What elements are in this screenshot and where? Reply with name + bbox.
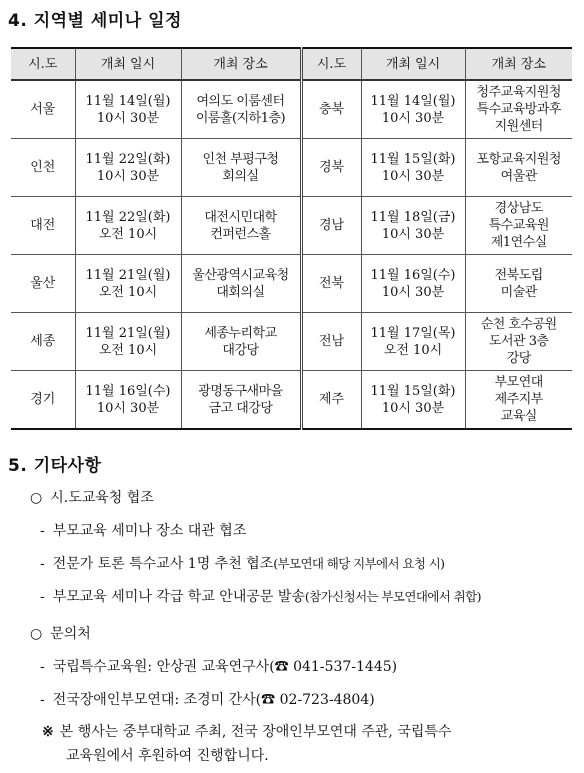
section-4-title: 4. 지역별 세미나 일정 [8, 11, 182, 31]
date-cell: 11월 15일(화) 10시 30분 [361, 139, 465, 197]
place-cell: 대전시민대학 컨퍼런스홀 [181, 197, 301, 255]
header-date-right: 개최 일시 [361, 48, 465, 80]
cooperation-item [30, 487, 154, 507]
region-cell: 서울 [11, 80, 75, 139]
date-cell: 11월 14일(월) 10시 30분 [75, 80, 181, 139]
list-item-note: (부모연대 해당 지부에서 요청 시) [273, 556, 445, 571]
place-cell: 경상남도 특수교육원 제1연수실 [465, 197, 572, 255]
section-5-title: 5. 기타사항 [8, 456, 102, 476]
list-item-text: 부모교육 세미나 각급 학교 안내공문 발송 [52, 589, 305, 605]
date-cell: 11월 21일(월) 오전 10시 [75, 255, 181, 313]
table-row [11, 139, 572, 197]
place-cell: 여의도 이룸센터 이룸홀(지하1층) [181, 80, 301, 139]
table-row [11, 80, 572, 139]
place-cell: 인천 부평구청 회의실 [181, 139, 301, 197]
table-row [11, 371, 572, 430]
region-cell: 경북 [301, 139, 361, 197]
dash-bullet-icon: - [40, 589, 45, 605]
list-item [40, 586, 481, 606]
place-cell: 순천 호수공원 도서관 3층 강당 [465, 313, 572, 371]
dash-bullet-icon: - [40, 659, 45, 675]
contact-text: 국립특수교육원: 안상권 교육연구사(☎ 041-537-1445) [52, 659, 398, 675]
circle-bullet-icon: ○ [30, 490, 43, 506]
date-cell: 11월 17일(목) 오전 10시 [361, 313, 465, 371]
contact-label: 문의처 [50, 626, 91, 642]
header-place-right: 개최 장소 [465, 48, 572, 80]
list-item [40, 553, 444, 573]
table-row [11, 313, 572, 371]
table-row [11, 255, 572, 313]
place-cell: 부모연대 제주지부 교육실 [465, 371, 572, 430]
list-item-note: (참가신청서는 부모연대에서 취합) [304, 589, 481, 604]
table-row [11, 197, 572, 255]
table-header-row [11, 48, 572, 80]
region-cell: 대전 [11, 197, 75, 255]
date-cell: 11월 22일(화) 10시 30분 [75, 139, 181, 197]
contact-item [30, 623, 91, 643]
list-item-text: 부모교육 세미나 장소 대관 협조 [52, 523, 247, 539]
list-item [40, 520, 246, 540]
contact-text: 전국장애인부모연대: 조경미 간사(☎ 02-723-4804) [52, 692, 375, 708]
date-cell: 11월 22일(화) 오전 10시 [75, 197, 181, 255]
event-note [42, 720, 572, 768]
header-region-left: 시.도 [11, 48, 75, 80]
date-cell: 11월 14일(월) 10시 30분 [361, 80, 465, 139]
place-cell: 청주교육지원청 특수교육방과후 지원센터 [465, 80, 572, 139]
dash-bullet-icon: - [40, 523, 45, 539]
place-cell: 전북도립 미술관 [465, 255, 572, 313]
reference-mark-icon: ※ [42, 724, 54, 740]
region-cell: 충북 [301, 80, 361, 139]
date-cell: 11월 21일(월) 오전 10시 [75, 313, 181, 371]
cooperation-label: 시.도교육청 협조 [50, 490, 154, 506]
region-cell: 경남 [301, 197, 361, 255]
date-cell: 11월 16일(수) 10시 30분 [361, 255, 465, 313]
list-item-text: 전문가 토론 특수교사 1명 추천 협조 [52, 556, 274, 572]
region-cell: 제주 [301, 371, 361, 430]
header-region-right: 시.도 [301, 48, 361, 80]
place-cell: 울산광역시교육청 대회의실 [181, 255, 301, 313]
note-line-1: 본 행사는 중부대학교 주최, 전국 장애인부모연대 주관, 국립특수 [59, 724, 452, 740]
date-cell: 11월 15일(화) 10시 30분 [361, 371, 465, 430]
circle-bullet-icon: ○ [30, 626, 43, 642]
dash-bullet-icon: - [40, 692, 45, 708]
header-date-left: 개최 일시 [75, 48, 181, 80]
note-line-2: 교육원에서 후원하여 진행합니다. [66, 748, 269, 764]
list-item [40, 656, 397, 676]
list-item [40, 689, 375, 709]
region-cell: 전남 [301, 313, 361, 371]
dash-bullet-icon: - [40, 556, 45, 572]
region-cell: 세종 [11, 313, 75, 371]
place-cell: 포항교육지원청 여울관 [465, 139, 572, 197]
seminar-schedule-table [11, 47, 572, 430]
date-cell: 11월 16일(수) 10시 30분 [75, 371, 181, 430]
place-cell: 광명동구새마을 금고 대강당 [181, 371, 301, 430]
header-place-left: 개최 장소 [181, 48, 301, 80]
region-cell: 인천 [11, 139, 75, 197]
place-cell: 세종누리학교 대강당 [181, 313, 301, 371]
region-cell: 울산 [11, 255, 75, 313]
region-cell: 경기 [11, 371, 75, 430]
date-cell: 11월 18일(금) 10시 30분 [361, 197, 465, 255]
region-cell: 전북 [301, 255, 361, 313]
